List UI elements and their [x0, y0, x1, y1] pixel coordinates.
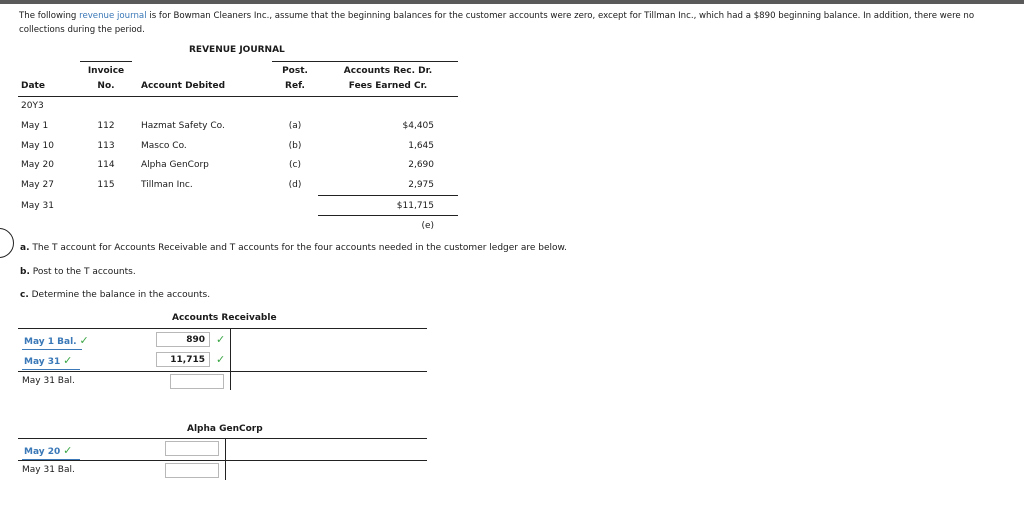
total-date: May 31: [21, 201, 54, 211]
row-invoice: 113: [97, 141, 115, 151]
instruction-a-letter: a.: [20, 243, 30, 253]
alpha-balance-input[interactable]: [165, 463, 219, 478]
alpha-row1-input[interactable]: [165, 441, 219, 456]
header-bottom-rule: [18, 96, 458, 97]
row-amount: 2,690: [408, 160, 434, 170]
intro-text-1: The following: [19, 11, 80, 21]
ar-balance-input[interactable]: [170, 374, 224, 389]
ar-row1-label: [24, 334, 89, 347]
check-icon: ✓: [216, 333, 226, 346]
total-bottom-rule: [318, 215, 458, 216]
alpha-top-rule: [18, 438, 427, 439]
top-bar: [0, 0, 1024, 4]
ar-row1-input[interactable]: 890: [156, 332, 210, 347]
journal-title: REVENUE JOURNAL: [189, 45, 285, 55]
row-ref: (b): [288, 141, 302, 151]
header-post-top: Post.: [282, 66, 308, 76]
header-invoice-top: Invoice: [87, 66, 125, 76]
instruction-c: [20, 290, 210, 300]
ar-row2-label: [24, 354, 72, 367]
alpha-balance-label: May 31 Bal.: [22, 465, 75, 475]
instruction-b-text: Post to the T accounts.: [29, 267, 136, 277]
header-amount-top: Accounts Rec. Dr.: [343, 66, 433, 76]
row-account: Hazmat Safety Co.: [141, 121, 225, 131]
ar-balance-label: May 31 Bal.: [22, 376, 75, 386]
row-invoice: 114: [97, 160, 115, 170]
ar-row2-underline: [22, 369, 80, 370]
ar-balance-rule: [18, 371, 427, 372]
intro-text-2: is for Bowman Cleaners Inc., assume that the beginning balances for the customer accounts were zero, except for Tillman Inc., which had a $890 beginning balance. In addition, there were no collections during the period.: [19, 11, 975, 35]
check-icon: ✓: [63, 354, 73, 367]
row-date: May 27: [21, 180, 54, 190]
ar-row1-underline: [22, 349, 82, 350]
total-top-rule: [318, 195, 458, 196]
row-account: Alpha GenCorp: [141, 160, 209, 170]
header-invoice-bottom: No.: [97, 81, 115, 91]
journal-year: 20Y3: [21, 101, 44, 111]
alpha-row1-label-text[interactable]: May 20: [24, 447, 61, 457]
ar-divider: [230, 328, 231, 390]
ar-row1-label-text[interactable]: May 1 Bal.: [24, 337, 77, 347]
check-icon: ✓: [63, 444, 73, 457]
ar-top-rule: [18, 328, 427, 329]
header-account: Account Debited: [141, 81, 226, 91]
instruction-c-letter: c.: [20, 290, 29, 300]
row-invoice: 112: [97, 121, 115, 131]
revenue-journal-link[interactable]: revenue journal: [79, 11, 147, 21]
row-ref: (d): [288, 180, 302, 190]
header-amount-bottom: Fees Earned Cr.: [348, 81, 428, 91]
instruction-b: [20, 267, 136, 277]
ar-row2-input[interactable]: 11,715: [156, 352, 210, 367]
row-invoice: 115: [97, 180, 115, 190]
header-date: Date: [21, 81, 45, 91]
row-date: May 10: [21, 141, 54, 151]
row-account: Tillman Inc.: [141, 180, 193, 190]
check-icon: ✓: [79, 334, 89, 347]
alpha-balance-rule: [18, 460, 427, 461]
row-amount: $4,405: [402, 121, 434, 131]
row-account: Masco Co.: [141, 141, 187, 151]
header-top-rule: [80, 61, 132, 62]
step-marker-circle: [0, 228, 14, 258]
total-ref: (e): [421, 221, 434, 231]
row-amount: 1,645: [408, 141, 434, 151]
problem-intro: [19, 9, 1019, 37]
row-ref: (a): [288, 121, 302, 131]
instruction-a: [20, 243, 567, 253]
instruction-c-text: Determine the balance in the accounts.: [28, 290, 211, 300]
ar-account-title: Accounts Receivable: [172, 313, 277, 323]
instruction-b-letter: b.: [20, 267, 30, 277]
header-post-bottom: Ref.: [285, 81, 305, 91]
total-amount: $11,715: [396, 201, 434, 211]
ar-row2-label-text[interactable]: May 31: [24, 357, 61, 367]
instruction-a-text: The T account for Accounts Receivable and T accounts for the four accounts needed in the customer ledger are below.: [29, 243, 567, 253]
check-icon: ✓: [216, 353, 226, 366]
alpha-row1-label: [24, 444, 72, 457]
row-ref: (c): [289, 160, 301, 170]
alpha-divider: [225, 438, 226, 480]
header-top-rule-right: [272, 61, 458, 62]
row-date: May 20: [21, 160, 54, 170]
alpha-account-title: Alpha GenCorp: [187, 424, 263, 434]
row-date: May 1: [21, 121, 49, 131]
row-amount: 2,975: [408, 180, 434, 190]
